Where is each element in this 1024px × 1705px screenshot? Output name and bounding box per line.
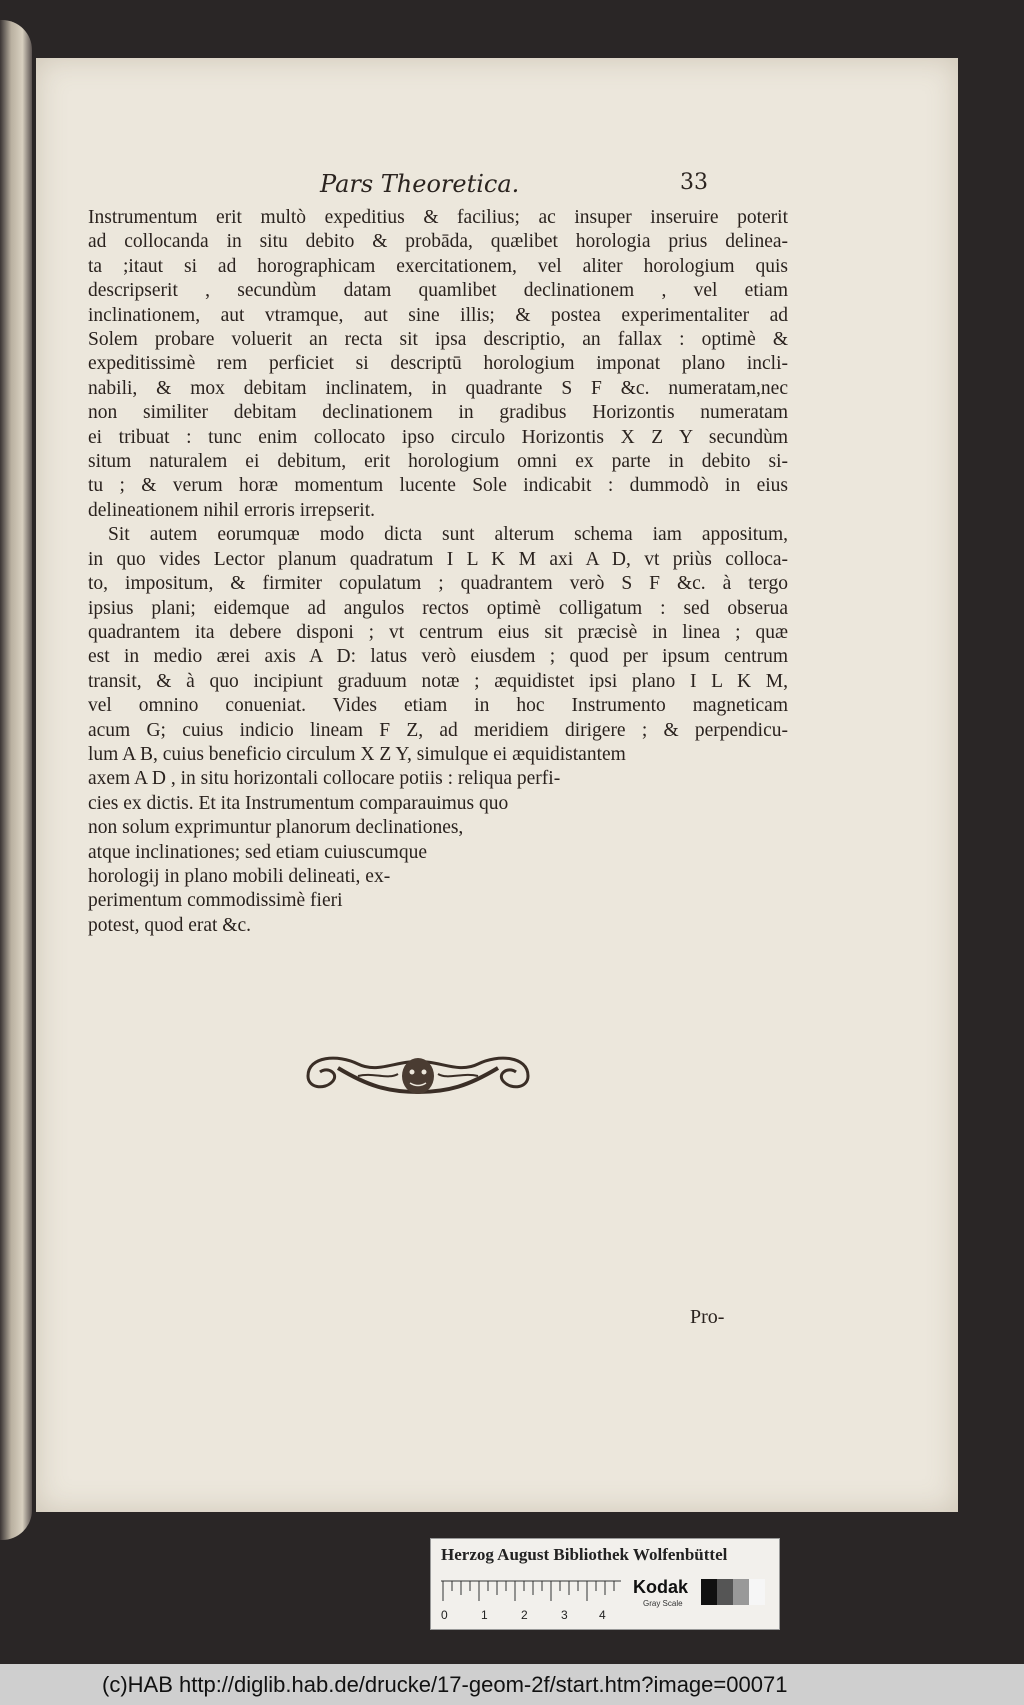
text-line: axem A D , in situ horizontali collocare potiis : reliqua perfi-	[88, 768, 561, 790]
text-line: horologij in plano mobili delineati, ex-	[88, 865, 391, 887]
text-line: vel omnino conueniat. Vides etiam in hoc Instrumento magneticam	[88, 695, 788, 717]
text-line: non similiter debitam declinationem in gradibus Horizontis numeratam	[88, 402, 788, 424]
text-line: descripserit , secundùm datam quamlibet declinationem , vel etiam	[88, 280, 788, 302]
ruler-number: 4	[599, 1608, 606, 1622]
text-line: est in medio ærei axis A D: latus verò eiusdem ; quod per ipsum centrum	[88, 646, 788, 668]
text-line: inclinationem, aut vtramque, aut sine illis; & postea experimentaliter ad	[88, 304, 788, 326]
ruler-number: 1	[481, 1608, 488, 1622]
text-line: to, impositum, & firmiter copulatum ; quadrantem verò S F &c. à tergo	[88, 573, 788, 595]
text-line: perimentum commodissimè fieri	[88, 890, 343, 912]
text-line: quadrantem ita debere disponi ; vt centrum eius sit præcisè in linea ; quæ	[88, 621, 788, 643]
text-line: expeditissimè rem perficiet si descriptū horologium imponat plano incli-	[88, 353, 788, 375]
text-line: Instrumentum erit multò expeditius & facilius; ac insuper inseruire poterit	[88, 207, 788, 228]
paragraph-2	[88, 523, 788, 743]
text-line: Sit autem eorumquæ modo dicta sunt alterum schema iam appositum,	[108, 524, 788, 546]
text-line: potest, quod erat &c.	[88, 914, 251, 936]
ruler-number: 3	[561, 1608, 568, 1622]
text-line: in quo vides Lector planum quadratum I L K M axi A D, vt priùs colloca-	[88, 548, 788, 570]
text-line: acum G; cuius indicio lineam F Z, ad meridiem dirigere ; & perpendicu-	[88, 719, 788, 741]
text-line: atque inclinationes; sed etiam cuiuscumque	[88, 841, 427, 863]
paragraph-1	[88, 206, 788, 523]
text-line: lum A B, cuius beneficio circulum X Z Y, simulque ei æquidistantem	[88, 743, 626, 765]
text-line: nabili, & mox debitam inclinatem, in quadrante S F &c. numeratam,nec	[88, 377, 788, 399]
tail-piece-paragraph	[88, 743, 788, 938]
library-color-card	[430, 1538, 780, 1630]
running-head: Pars Theoretica.	[320, 170, 520, 198]
copyright-url: (c)HAB http://diglib.hab.de/drucke/17-geom-2f/start.htm?image=00071	[102, 1672, 788, 1697]
text-line: ta ;itaut si ad horographicam exercitationem, vel aliter horologium quis	[88, 255, 788, 277]
page-header	[36, 170, 958, 200]
footer-bar	[0, 1664, 1024, 1705]
library-name: Herzog August Bibliothek Wolfenbüttel	[441, 1545, 728, 1564]
text-line: situm naturalem ei debitum, erit horologium omni ex parte in debito si-	[88, 451, 788, 473]
gray-scale-swatch	[701, 1579, 765, 1605]
kodak-subtitle: Gray Scale	[643, 1599, 683, 1608]
catchword: Pro-	[690, 1306, 725, 1328]
text-line: Solem probare voluerit an recta sit ipsa descriptio, an fallax : optimè &	[88, 329, 788, 351]
text-line: non solum exprimuntur planorum declinationes,	[88, 817, 464, 839]
text-line: delineationem nihil erroris irrepserit.	[88, 499, 375, 521]
ruler-number: 0	[441, 1608, 448, 1622]
kodak-logo-text: Kodak	[633, 1577, 689, 1597]
text-line: cies ex dictis. Et ita Instrumentum comparauimus quo	[88, 792, 509, 814]
text-line: ei tribuat : tunc enim collocato ipso circulo Horizontis X Z Y secundùm	[88, 426, 788, 448]
ruler-number: 2	[521, 1608, 528, 1622]
page-number: 33	[680, 170, 708, 195]
text-line: tu ; & verum horæ momentum lucente Sole indicabit : dummodò in eius	[88, 475, 788, 497]
book-page	[36, 58, 958, 1512]
main-text	[88, 206, 788, 938]
ornament-tailpiece	[298, 1046, 538, 1106]
text-line: ipsius plani; eidemque ad angulos rectos optimè colligatum : sed obserua	[88, 597, 788, 619]
text-line: transit, & à quo incipiunt graduum notæ ; æquidistet ipsi plano I L K M,	[88, 670, 788, 692]
adjacent-page-edge	[0, 20, 32, 1540]
text-line: ad collocanda in situ debito & probāda, quælibet horologia prius delinea-	[88, 231, 788, 253]
scale-ruler	[441, 1579, 621, 1623]
